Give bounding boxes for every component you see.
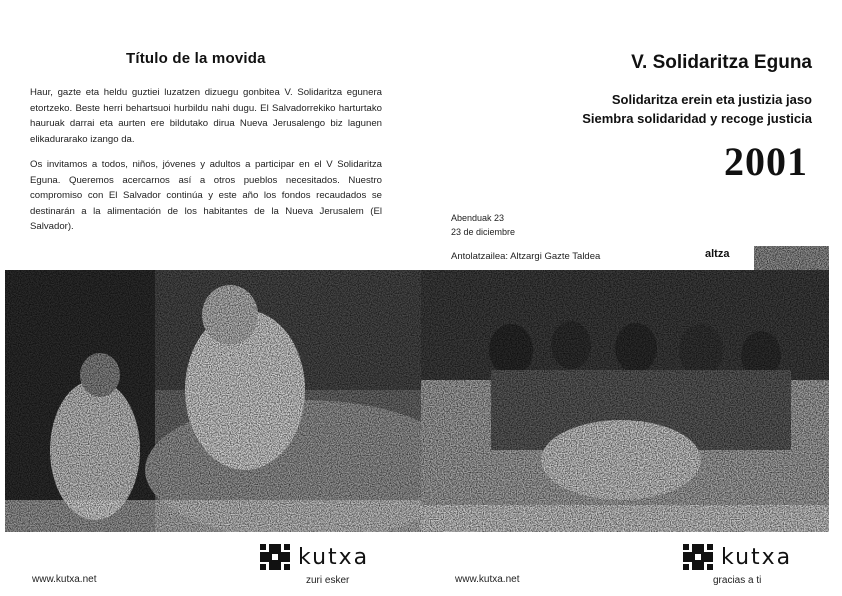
date-basque: Abenduak 23	[451, 213, 505, 223]
tagline-spanish: gracias a ti	[713, 575, 762, 586]
right-panel	[421, 0, 842, 596]
organizer-line: Antolatzailea: Altzargi Gazte Taldea	[451, 251, 601, 262]
place-label: altza	[705, 248, 730, 260]
subtitle-spanish: Siembra solidaridad y recoge justicia	[582, 111, 812, 126]
website-link-right[interactable]: www.kutxa.net	[455, 574, 520, 585]
website-link-left[interactable]: www.kutxa.net	[32, 574, 97, 585]
kutxa-logo-right	[681, 542, 792, 572]
kutxa-logo-icon	[258, 542, 292, 572]
date-spanish: 23 de diciembre	[451, 227, 516, 237]
event-year: 2001	[724, 139, 808, 184]
kutxa-logo-icon	[681, 542, 715, 572]
photo-group-people	[421, 270, 829, 532]
paragraph-spanish: Os invitamos a todos, niños, jóvenes y adultos a participar en el V Solidaritza Eguna. Queremos acercarnos así a otros pueblos necesitados. Nuestro compromiso con El Salvador continúa y este año los fondos recaudados se destinarán a la alimentación de los habitantes de la Nueva Jerusalem (El Salvador).	[30, 159, 382, 233]
kutxa-wordmark: kutxa	[721, 544, 793, 570]
subtitle-basque: Solidaritza erein eta justizia jaso	[611, 92, 812, 107]
kutxa-logo-left	[258, 542, 369, 572]
paragraph-basque: Haur, gazte eta heldu guztiei luzatzen dizuegu gonbitea V. Solidaritza egunera etortzeko. Beste herri behartsuoi hurbildu nahi dugu. El Salvadorrekiko harturtako hauruak darrai eta aurten ere bildutako dirua Nueva Jerusalengo biz lagunen elikadurarako izango da.	[30, 87, 382, 145]
photo-children	[5, 270, 421, 532]
event-title: V. Solidaritza Eguna	[631, 52, 812, 73]
kutxa-wordmark: kutxa	[298, 544, 370, 570]
tagline-basque: zuri esker	[306, 575, 350, 586]
left-title: Título de la movida	[126, 50, 266, 67]
